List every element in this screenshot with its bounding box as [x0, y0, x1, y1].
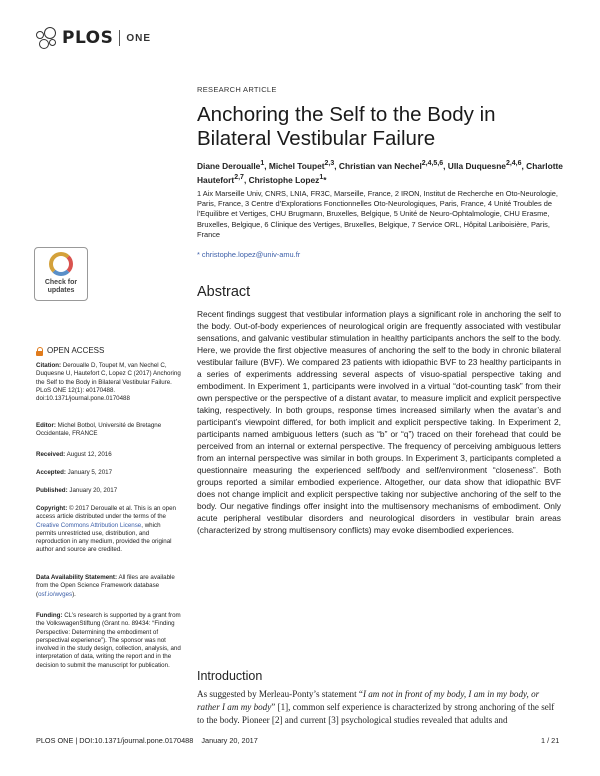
editor-text: Michel Botbol, Université de Bretagne Occidentale, FRANCE [36, 422, 162, 438]
funding-label: Funding: [36, 612, 63, 619]
introduction-heading: Introduction [197, 669, 263, 683]
badge-line: Check for [44, 279, 78, 286]
funding-text: CL’s research is supported by a grant from the VolkswagenStiftung (Grant no. 89434: “Finding Perspective: Determining the embodiment of perspectival experience”). The sponsor was not involved in the study design, collection, analysis, and interpretation of data, writing the report and in the decision to submit the manuscript for publication. [36, 612, 181, 669]
logo-text: PLOS [62, 28, 114, 48]
introduction-paragraph [197, 688, 562, 728]
author-affil-sup: 1 [260, 160, 265, 167]
author-list: Diane Deroualle$^1$, Michel Toupet$^{2,3}$, Christian van Nechel$^{2,4,5,6}$, Ulla Duquesne$^{2,4,6}$, Charlotte Hautefort$^{2,7}$, Christophe Lopez$^1$* [197, 160, 563, 185]
citation-text: Deroualle D, Toupet M, van Nechel C, Duquesne U, Hautefort C, Lopez C (2017) Anchoring the Self to the Body in Bilateral Vestibular Failure. PLoS ONE 12(1): e0170488. doi:10.1371/journal.pone.0170488 [36, 362, 181, 403]
section-label: RESEARCH ARTICLE [197, 85, 277, 94]
received-block [36, 451, 182, 459]
intro-quote: I am not in front of my body, I am in my body, or rather I am my body [197, 689, 540, 713]
author-affil-sup: 1 [319, 173, 324, 181]
author-name: Diane Deroualle [197, 160, 261, 171]
osf-link[interactable]: osf.io/wvges [38, 590, 73, 598]
author-affil-sup: 2,4,5,6 [421, 160, 444, 167]
accepted-block [36, 469, 182, 477]
published-block [36, 487, 182, 495]
published-label: Published: [36, 487, 68, 494]
check-for-updates-icon [49, 252, 73, 276]
received-date: August 12, 2016 [66, 451, 112, 458]
intro-text: ” [1], common self experience is characterized by strong anchoring of the self to the body. Pioneer [2] and current [3] psychological studies revealed that adults and [197, 702, 555, 726]
accepted-label: Accepted: [36, 469, 66, 476]
affiliations: 1 Aix Marseille Univ, CNRS, LNIA, FR3C, Marseille, France, 2 IRON, Institut de Recherche en Oto-Neurologie, Paris, France, 3 Centre d’Explorations Fonctionnelles Oto-Neurologiques, Paris, France, 4 Unité Troubles de l’Equilibre et Vertiges, CHU Brugmann, Bruxelles, Belgique, 5 Unité de Neuro-Ophtalmologie, CHU Erasme, Bruxelles, Belgique, 6 Clinique des Vertiges, Bruxelles, Belgique, 7 Service ORL, Hôpital Lariboisière, Paris, France [197, 189, 558, 239]
copyright-text: © 2017 Deroualle et al. This is an open access article distributed under the terms of the [36, 505, 176, 521]
author-name: Michel Toupet [268, 160, 325, 171]
intro-text: As suggested by Merleau-Ponty’s statement “ [197, 689, 363, 699]
corresponding-email-link[interactable]: * christophe.lopez@univ-amu.fr [197, 250, 301, 259]
data-availability-text: All files are available from the Open Science Framework database ( [36, 574, 175, 598]
copyright-block [36, 505, 182, 555]
plos-one-logo [36, 26, 151, 50]
author-name: Christophe Lopez [248, 174, 320, 185]
author-affil-sup: 2,4,6 [505, 160, 522, 167]
data-availability-end: ). [72, 590, 76, 598]
page-number: 1 / 21 [541, 736, 560, 745]
editor-label: Editor: [36, 422, 56, 429]
copyright-text-end: , which permits unrestricted use, distribution, and reproduction in any medium, provided the original author and source are credited. [36, 521, 172, 554]
open-access-text: OPEN ACCESS [47, 346, 105, 355]
license-link[interactable]: Creative Commons Attribution License [36, 521, 142, 529]
corresponding-star: * [323, 174, 327, 185]
author-affil-sup: 2,3 [324, 160, 335, 167]
footer-citation: PLOS ONE | DOI:10.1371/journal.pone.0170488 January 20, 2017 [36, 736, 258, 745]
journal-name: ONE [126, 32, 152, 44]
open-access-label [36, 346, 104, 355]
plos-dots-icon [36, 27, 58, 49]
published-date: January 20, 2017 [69, 487, 118, 494]
received-label: Received: [36, 451, 66, 458]
abstract-text: Recent findings suggest that vestibular information plays a significant role in anchoring the self to the body. Out-of-body experiences of neurological origin are frequently associated with vestibular sensations, and galvanic vestibular stimulation in healthy participants anchors the self to the body. Here, we provide the first objective measures of anchoring the self to the body in chronic bilateral vestibular failure (BVF). We compared 23 patients with idiopathic BVF to 23 healthy participants in a series of experiments addressing several aspects of visuo-spatial perspective taking and embodiment. In Experiment 1, participants were involved in a virtual “dot-counting task” from their own perspective or the perspective of a distant avatar, to measure implicit and explicit perspective taking, respectively. In both groups, response times increased similarly when the avatar’s and participant’s viewpoint differed, for both implicit and explicit perspective taking. In Experiment 2, participants named ambiguous letters (such as “b” or “q”) traced on their forehead that could be perceived from an internal or external perspective. The frequency of perceiving ambiguous letters from an internal perspective was similar in both groups. In Experiment 3, participants completed a questionnaire measuring the experienced self/body and self/environment “closeness”. Both groups reported a similar embodied experience. Altogether, our data show that idiopathic BVF does not change implicit and explicit perspective taking nor subjective anchoring of the self to the body. Our negative findings offer insight into the multisensory mechanisms of embodiment. Only acute peripheral vestibular disorders and neurological disorders in vestibular brain areas (characterized by strong multisensory conflicts) may evoke disembodied experiences. [197, 309, 561, 535]
citation-block [36, 362, 182, 403]
abstract-heading: Abstract [197, 284, 251, 300]
citation-label: Citation: [36, 362, 62, 369]
open-access-lock-icon [36, 347, 43, 355]
data-availability-label: Data Availability Statement: [36, 574, 118, 581]
author-name: Ulla Duquesne [447, 160, 506, 171]
badge-line: updates [47, 287, 75, 294]
author-name: Christian van Nechel [338, 160, 422, 171]
accepted-date: January 5, 2017 [67, 469, 113, 476]
editor-block [36, 422, 182, 439]
article-title: Anchoring the Self to the Body in Bilateral Vestibular Failure [197, 103, 496, 150]
author-affil-sup: 2,7 [234, 173, 244, 181]
logo-divider [119, 30, 120, 46]
author-name: Charlotte Hautefort [197, 160, 563, 185]
data-availability-block [36, 574, 182, 599]
copyright-label: Copyright: [36, 505, 68, 512]
check-for-updates-button[interactable] [34, 247, 88, 301]
funding-block [36, 612, 182, 670]
